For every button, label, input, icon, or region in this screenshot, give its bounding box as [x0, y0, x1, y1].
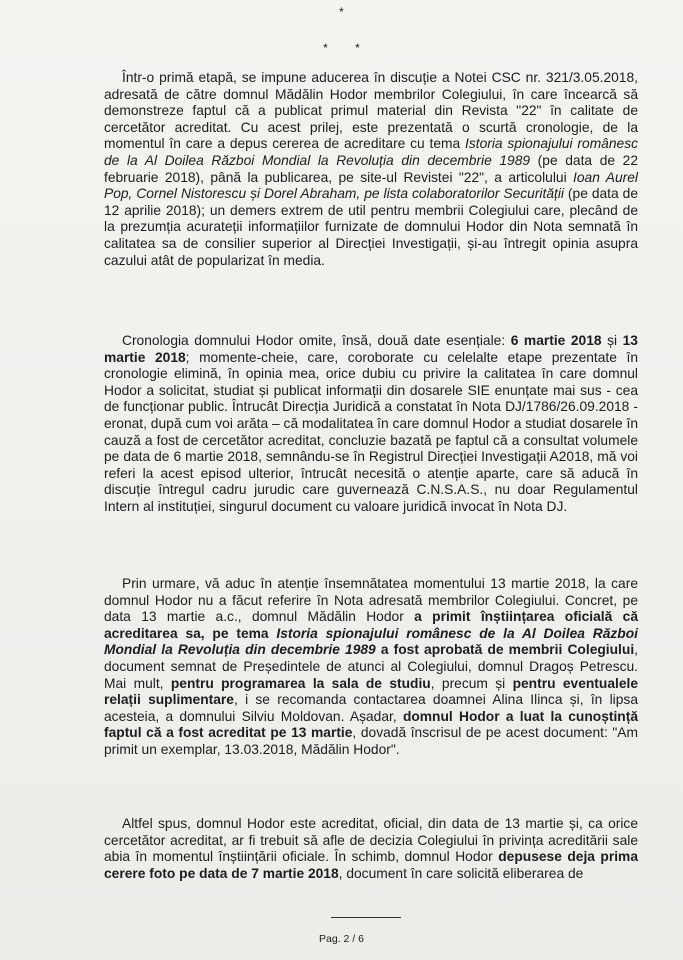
- text-run: (pe data de 22 februarie 2018), până la publicarea, pe site-ul Revistei "22", a articolului: [104, 152, 638, 185]
- text-run: Istoria spionajului românesc de la Al Doilea Război Mondial la Revoluția din decembrie 1989: [104, 625, 638, 658]
- text-run: Altfel spus, domnul Hodor este acreditat, oficial, din data de 13 martie și, ca orice cercetător acreditat, ar fi trebuit să afle de decizia Colegiului în privința acreditării sale abia în momentul înștiințării oficiale. În schimb, domnul Hodor: [104, 816, 638, 865]
- text-run: ; momente-cheie, care, coroborate cu celelalte etape prezentate în cronologie elimină, în opinia mea, orice dubiu cu privire la calitatea în care domnul Hodor a solicitat, studiat și publicat informații din dosarele SIE enunțate mai sus - cea de funcționar public. Întrucât Direcția Juridică a constatat în Nota DJ/1786/26.09.2018 - eronat, după cum voi arăta – că modalitatea în care domnul Hodor a studiat dosarele în cauză a fost de cercetător acreditat, concluzie bazată pe faptul că a consultat volumele pe data de 6 martie 2018, semnându-se în Registrul Direcției Investigații A2018, mă voi referi la acest episod ulterior, întrucât necesită o atenție aparte, care să aducă în discuție întregul cadru jurudic care guvernează C.N.S.A.S., nu doar Regulamentul Intern al instituției, singurul document cu valoare juridică invocat în Nota DJ.: [104, 349, 638, 514]
- paragraph: [104, 576, 638, 759]
- text-run: Ioan Aurel Pop, Cornel Nistorescu și Dorel Abraham, pe lista colaboratorilor Securității: [104, 169, 638, 202]
- text-run: domnul Hodor a luat la cunoștință faptul că a fost acreditat pe 13 martie: [104, 708, 638, 741]
- decorative-star: *: [339, 5, 344, 19]
- text-run: , dovadă înscrisul de pe acest document: "Am primit un exemplar, 13.03.2018, Mădălin Hodor".: [104, 725, 638, 757]
- page-number: Pag. 2 / 6: [319, 933, 364, 945]
- text-run: Într-o primă etapă, se impune aducerea în discuție a Notei CSC nr. 321/3.05.2018, adresată de către domnul Mădălin Hodor membrilor Colegiului, în care încearcă să demonstreze faptul că a publicat primul material din Revista "22" în calitate de cercetător acreditat. Cu acest prilej, este prezentată o scurtă cronologie, de la momentul în care a depus cererea de acreditare cu tema: [104, 70, 638, 152]
- paragraph: [104, 70, 638, 269]
- text-run: depusese deja prima cerere foto pe data de 7 martie 2018: [104, 849, 638, 881]
- text-run: Istoria spionajului românesc de la Al Doilea Război Mondial la Revoluția din decembrie 1989: [104, 136, 638, 168]
- text-run: Prin urmare, vă aduc în atenție însemnătatea momentului 13 martie 2018, la care domnul Hodor nu a făcut referire în Nota adresată membrilor Colegiului. Concret, pe data 13 martie a.c., domnul Mădălin Hodor: [104, 576, 638, 625]
- text-run: Cronologia domnului Hodor omite, însă, două date esențiale:: [122, 333, 511, 348]
- text-run: (pe data de 12 aprilie 2018); un demers extrem de util pentru membrii Colegiului care, plecând de la prezumția acurateții informațiilor furnizate de domnului Hodor din Nota semnată în calitatea sa de consilier superior al Direcției Investigații, și-au întregit opinia asupra cazului atât de popularizat în media.: [104, 186, 638, 268]
- decorative-star-row: * *: [323, 41, 360, 55]
- paragraph: [104, 816, 638, 882]
- text-run: pentru programarea la sala de studiu: [170, 675, 431, 691]
- paragraph: [104, 333, 638, 516]
- text-run: pentru eventualele relații suplimentare: [104, 675, 639, 708]
- text-run: , precum și: [430, 675, 513, 691]
- text-run: a primit înștiințarea oficială că acreditarea sa, pe tema: [104, 609, 638, 641]
- text-run: , i se recomanda contactarea doamnei Alina Ilinca și, în lipsa acesteia, a domnului Silviu Moldovan. Așadar,: [104, 692, 638, 724]
- text-run: , document semnat de Președintele de atunci al Colegiului, domnul Dragoș Petrescu. Mai mult,: [104, 642, 638, 691]
- text-run: a fost aprobată de membrii Colegiului: [375, 642, 635, 658]
- footer-rule: [331, 917, 401, 918]
- text-run: și: [601, 333, 623, 348]
- text-run: , document în care solicită eliberarea de: [338, 865, 584, 881]
- text-run: 6 martie 2018: [510, 333, 602, 348]
- text-run: 13 martie 2018: [104, 333, 638, 365]
